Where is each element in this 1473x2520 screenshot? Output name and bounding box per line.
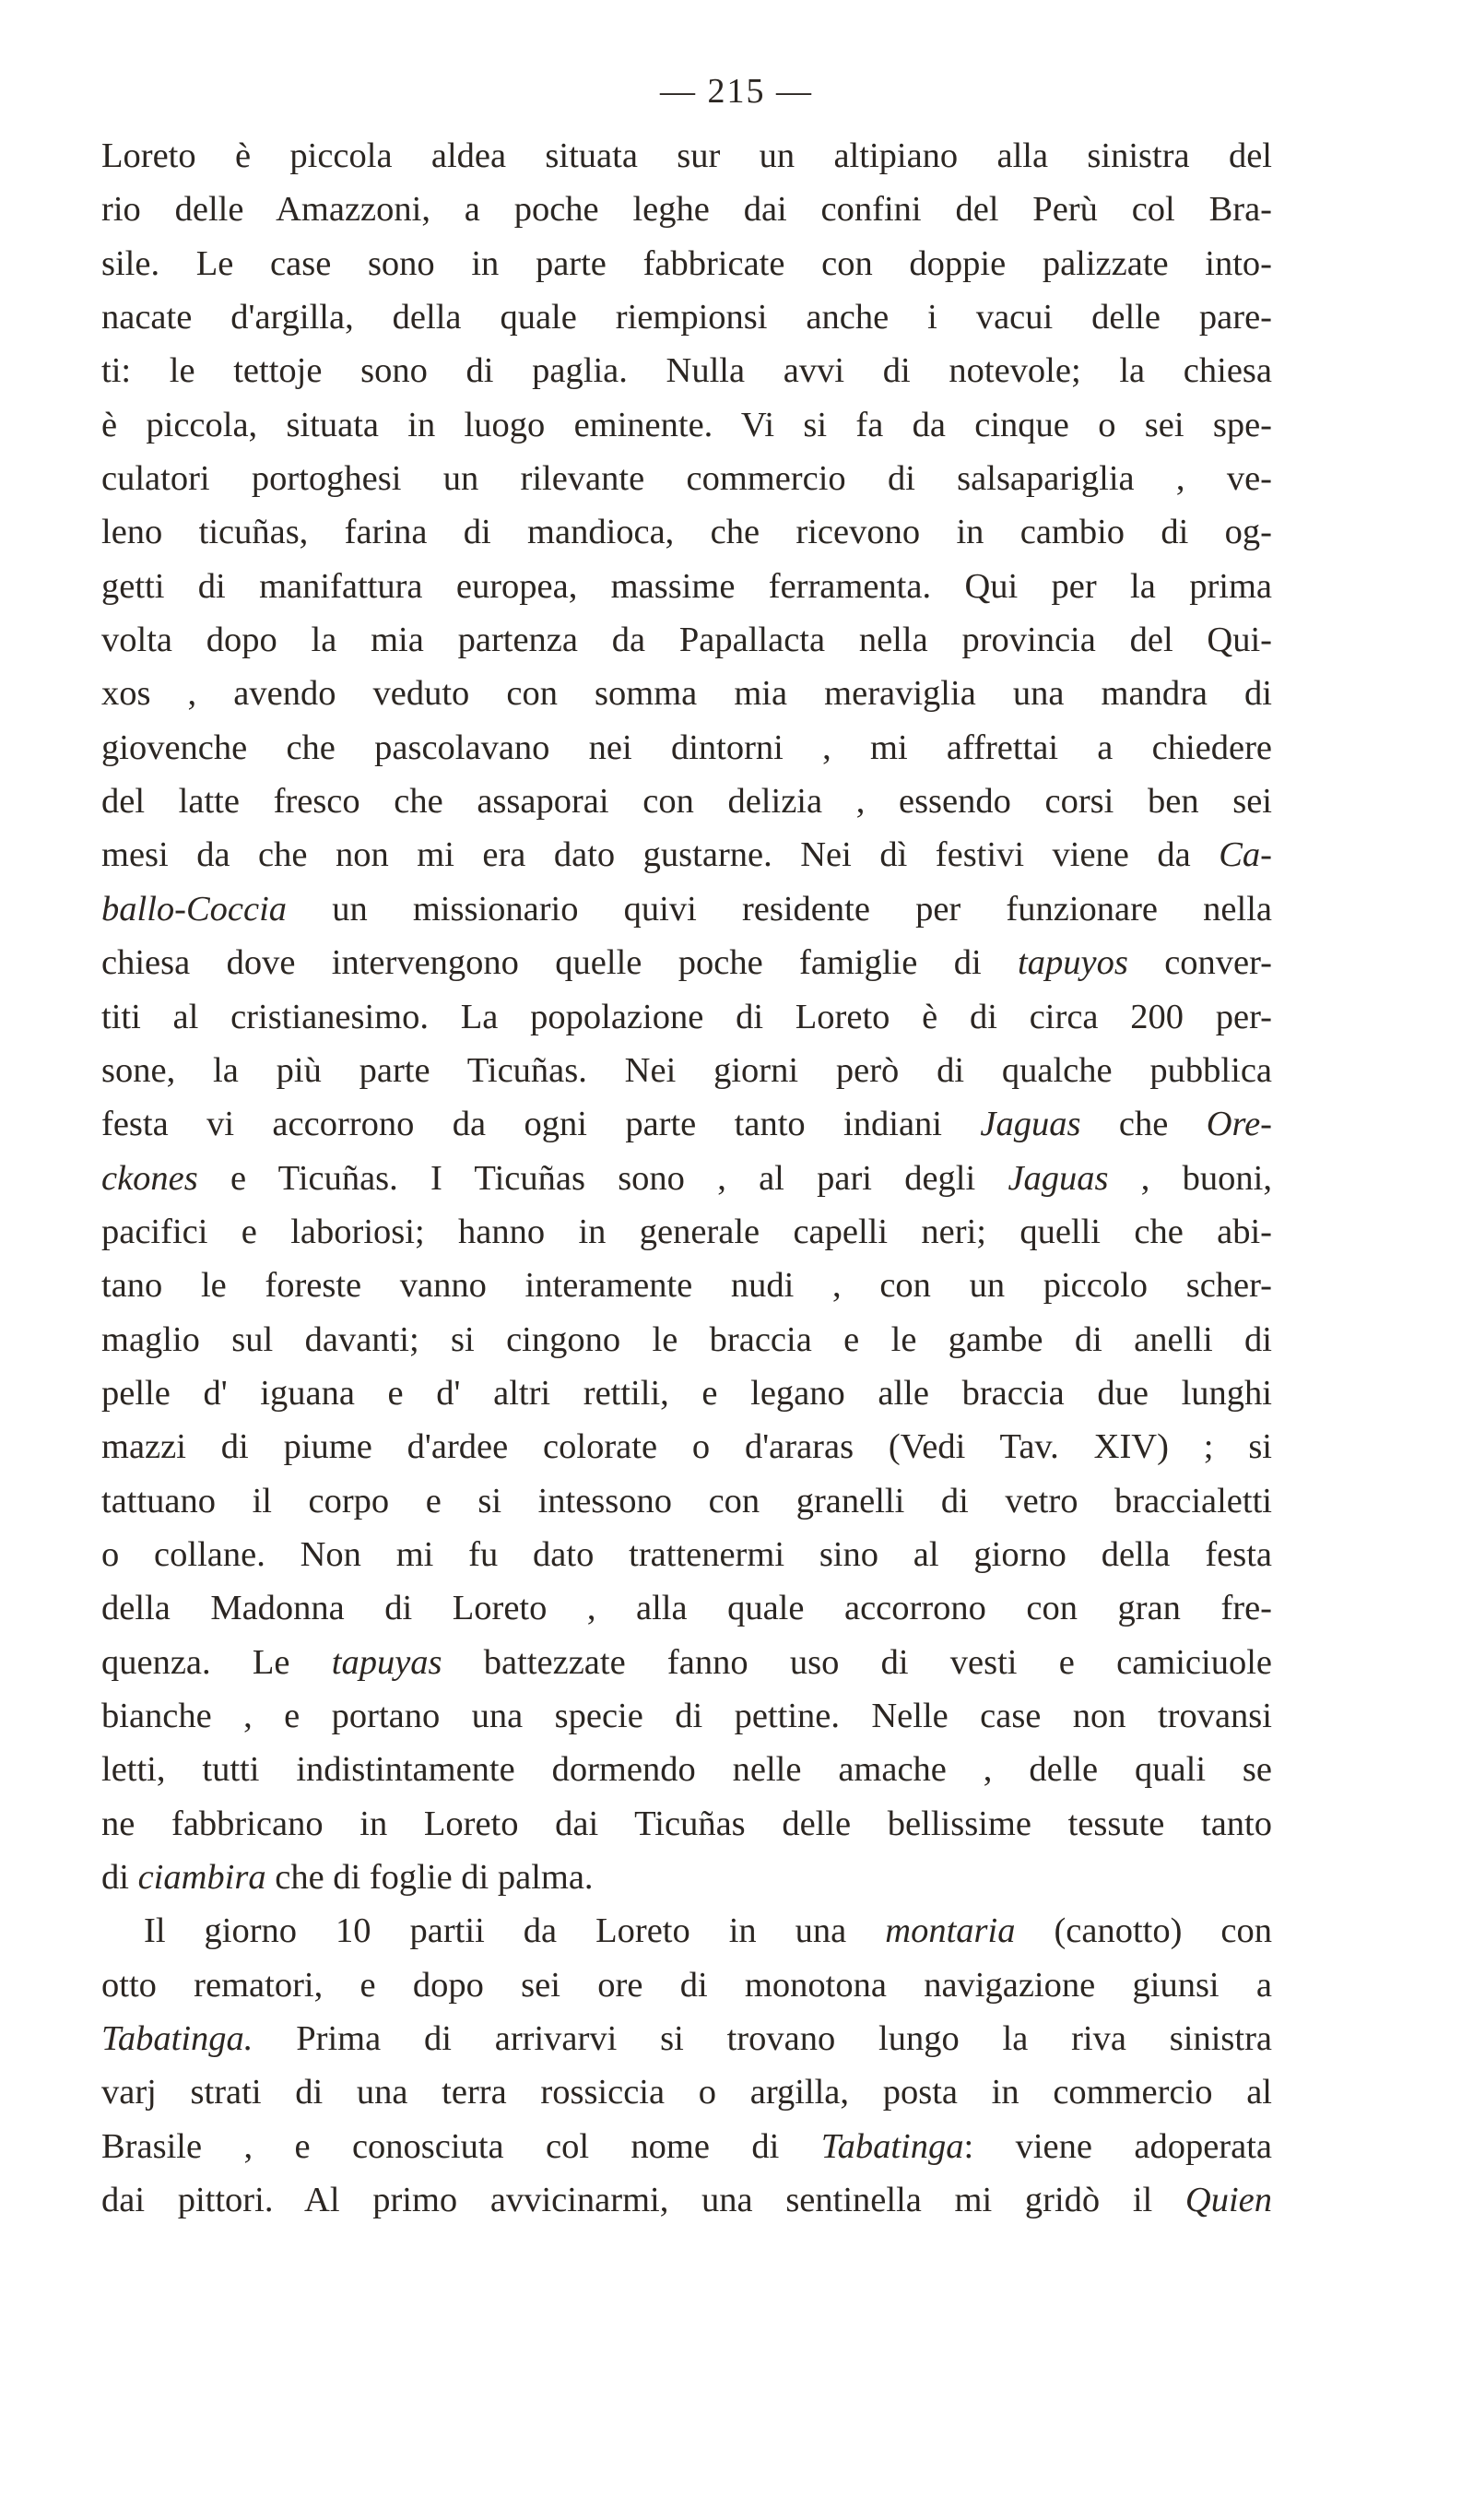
text-run: del latte fresco che assaporai con delizia , essendo corsi ben sei (101, 782, 1272, 822)
text-line (101, 560, 1272, 613)
text-line (101, 2065, 1272, 2119)
text-run: getti di manifattura europea, massime ferramenta. Qui per la prima (101, 566, 1272, 606)
text-run: della Madonna di Loreto , alla quale accorrono con gran fre- (101, 1589, 1272, 1628)
italic-text: ballo-Coccia (101, 889, 288, 929)
text-run: pelle d' iguana e d' altri rettili, e legano alle braccia due lunghi (101, 1373, 1272, 1413)
text-line (101, 1044, 1272, 1097)
italic-text: Ca- (1219, 835, 1272, 875)
text-line (101, 1205, 1272, 1259)
text-run: bianche , e portano una specie di pettine. Nelle case non trovansi (101, 1696, 1272, 1735)
text-line (101, 1689, 1272, 1743)
text-line (101, 1581, 1272, 1635)
text-run: tattuano il corpo e si intessono con granelli di vetro braccialetti (101, 1481, 1272, 1520)
text-run: ti: le tettoje sono di paglia. Nulla avvi di notevole; la chiesa (101, 351, 1272, 391)
text-line (101, 1958, 1272, 2012)
text-run: pacifici e laboriosi; hanno in generale capelli neri; quelli che abi- (101, 1212, 1272, 1251)
text-line (101, 936, 1272, 989)
italic-text: ciambira (137, 1858, 266, 1897)
text-line (101, 344, 1272, 397)
text-line (101, 1366, 1272, 1420)
text-run: mesi da che non mi era dato gustarne. Nei dì festivi viene da (101, 835, 1220, 875)
text-run: battezzate fanno uso di vesti e camiciuole (442, 1642, 1272, 1682)
italic-text: Quien (1184, 2181, 1272, 2220)
italic-text: Jaguas (1008, 1158, 1109, 1198)
text-run: conver- (1127, 943, 1272, 983)
text-line (101, 1474, 1272, 1528)
text-line (101, 1528, 1272, 1581)
text-line (101, 1313, 1272, 1366)
text-run: Il giorno 10 partii da Loreto in una (144, 1911, 886, 1951)
text-line (101, 183, 1272, 236)
text-run: maglio sul davanti; si cingono le braccia e le gambe di anelli di (101, 1319, 1272, 1359)
italic-text: tapuyas (331, 1642, 442, 1682)
text-line (101, 828, 1272, 881)
text-line (101, 290, 1272, 344)
text-run: festa vi accorrono da ogni parte tanto indiani (101, 1105, 981, 1144)
text-run: volta dopo la mia partenza da Papallacta nella provincia del Qui- (101, 621, 1272, 660)
text-run: letti, tutti indistintamente dormendo nelle amache , delle quali se (101, 1750, 1272, 1790)
paragraph (101, 129, 1272, 1904)
text-run: leno ticuñas, farina di mandioca, che ricevono in cambio di og- (101, 513, 1272, 552)
text-run: che di foglie di palma. (265, 1858, 594, 1897)
text-run: Brasile , e conosciuta col nome di (101, 2126, 821, 2166)
text-line (101, 1904, 1272, 1958)
text-run: che (1080, 1105, 1207, 1144)
text-run: ne fabbricano in Loreto dai Ticuñas delle bellissime tessute tanto (101, 1804, 1272, 1843)
text-line (101, 398, 1272, 452)
text-run: : viene adoperata (963, 2126, 1272, 2166)
italic-text: Tabatinga. (101, 2019, 253, 2059)
text-run: un missionario quivi residente per funzionare nella (287, 889, 1272, 929)
text-line (101, 882, 1272, 936)
italic-text: Ore- (1206, 1105, 1272, 1144)
text-run: xos , avendo veduto con somma mia meraviglia una mandra di (101, 674, 1272, 714)
text-line (101, 129, 1272, 183)
text-run: è piccola, situata in luogo eminente. Vi si fa da cinque o sei spe- (101, 405, 1272, 444)
text-run: culatori portoghesi un rilevante commercio di salsapariglia , ve- (101, 459, 1272, 499)
text-run: tano le foreste vanno interamente nudi , con un piccolo scher- (101, 1266, 1272, 1306)
text-line (101, 2120, 1272, 2173)
text-run: Prima di arrivarvi si trovano lungo la riva sinistra (253, 2019, 1272, 2059)
text-line (101, 2012, 1272, 2065)
text-run: Loreto è piccola aldea situata sur un altipiano alla sinistra del (101, 136, 1272, 175)
italic-text: Tabatinga (820, 2126, 964, 2166)
text-line (101, 1851, 1272, 1904)
text-run: di (101, 1858, 138, 1897)
italic-text: montaria (885, 1911, 1016, 1951)
text-run: (canotto) con (1015, 1911, 1272, 1951)
paragraph (101, 1904, 1272, 2227)
text-run: mazzi di piume d'ardee colorate o d'araras (Vedi Tav. XIV) ; si (101, 1427, 1272, 1467)
page-number: — 215 — (660, 72, 813, 111)
text-line (101, 1152, 1272, 1205)
text-line (101, 667, 1272, 720)
text-line (101, 613, 1272, 667)
text-line (101, 452, 1272, 505)
text-run: o collane. Non mi fu dato trattenermi sino al giorno della festa (101, 1534, 1272, 1574)
text-line (101, 775, 1272, 828)
text-line (101, 2173, 1272, 2227)
text-run: giovenche che pascolavano nei dintorni , mi affrettai a chiedere (101, 728, 1272, 767)
text-run: nacate d'argilla, della quale riempionsi anche i vacui delle pare- (101, 298, 1272, 337)
body-text (101, 129, 1272, 2227)
text-line (101, 721, 1272, 775)
text-line (101, 1259, 1272, 1312)
text-run: otto rematori, e dopo sei ore di monotona navigazione giunsi a (101, 1965, 1272, 2005)
text-run: titi al cristianesimo. La popolazione di Loreto è di circa 200 per- (101, 997, 1272, 1036)
text-run: e Ticuñas. I Ticuñas sono , al pari degli (197, 1158, 1008, 1198)
text-run: varj strati di una terra rossiccia o argilla, posta in commercio al (101, 2073, 1272, 2112)
text-run: , buoni, (1108, 1158, 1272, 1198)
text-run: dai pittori. Al primo avvicinarmi, una sentinella mi gridò il (101, 2181, 1185, 2220)
text-run: quenza. Le (101, 1642, 332, 1682)
text-line (101, 1797, 1272, 1851)
text-run: sone, la più parte Ticuñas. Nei giorni però di qualche pubblica (101, 1050, 1272, 1090)
text-run: rio delle Amazzoni, a poche leghe dai confini del Perù col Bra- (101, 190, 1272, 230)
italic-text: Jaguas (980, 1105, 1081, 1144)
text-run: chiesa dove intervengono quelle poche famiglie di (101, 943, 1019, 983)
text-line (101, 990, 1272, 1044)
text-line (101, 1420, 1272, 1473)
text-line (101, 1636, 1272, 1689)
text-line (101, 237, 1272, 290)
text-line (101, 505, 1272, 559)
text-line (101, 1097, 1272, 1151)
italic-text: ckones (101, 1158, 198, 1198)
text-run: sile. Le case sono in parte fabbricate con doppie palizzate into- (101, 243, 1272, 283)
text-line (101, 1743, 1272, 1796)
italic-text: tapuyos (1018, 943, 1128, 983)
